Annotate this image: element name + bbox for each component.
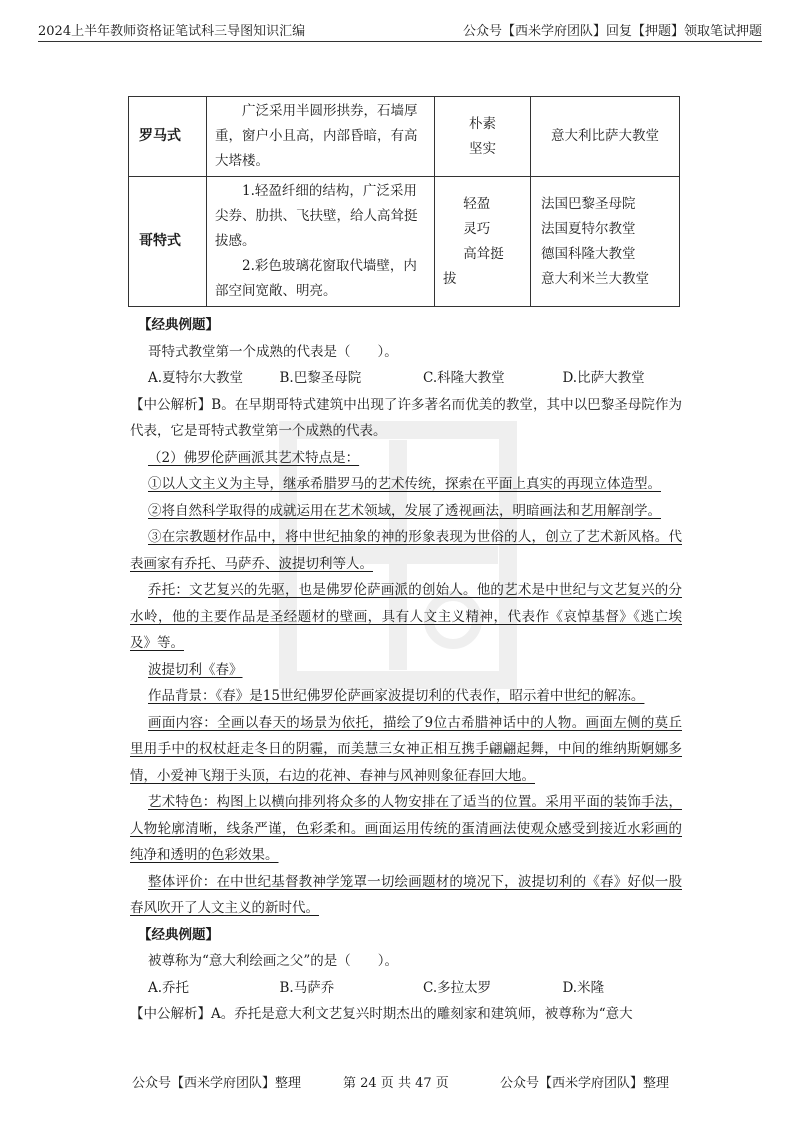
example-heading: 【经典例题】 <box>138 317 219 333</box>
page-header <box>38 14 762 42</box>
header-promo: 公众号【西米学府团队】回复【押题】领取笔试押题 <box>462 24 762 39</box>
page-number: 第 24 页 共 47 页 <box>343 1076 449 1091</box>
style-examples: 法国巴黎圣母院 法国夏特尔教堂 德国科隆大教堂 意大利米兰大教堂 <box>531 177 680 307</box>
example-analysis: 【中公解析】B。在早期哥特式建筑中出现了许多著名而优美的教堂，其中以巴黎圣母院作为代表，它是哥特式教堂第一个成熟的代表。 <box>130 396 682 439</box>
spring-title: 波提切利《春》 <box>148 661 243 678</box>
feature-point-2: ②将自然科学取得的成就运用在艺术领域，发展了透视画法，明暗画法和艺用解剖学。 <box>148 502 661 519</box>
example-analysis: 【中公解析】A。乔托是意大利文艺复兴时期杰出的雕刻家和建筑师，被尊称为“意大 <box>130 1006 633 1022</box>
example-question: 被尊称为“意大利绘画之父”的是（ ）。 <box>148 953 399 969</box>
style-examples: 意大利比萨大教堂 <box>531 97 680 177</box>
spring-evaluation: 整体评价：在中世纪基督教神学笼罩一切绘画题材的境况下，波提切利的《春》好似一股春风吹开了人文主义的新时代。 <box>130 873 682 916</box>
option-a: A.乔托 <box>148 979 190 996</box>
example-question: 哥特式教堂第一个成熟的代表是（ ）。 <box>148 343 398 360</box>
option-b: B.马萨乔 <box>279 979 335 996</box>
architecture-table <box>128 96 680 307</box>
option-b: B.巴黎圣母院 <box>279 370 362 386</box>
style-character: 轻盈 灵巧 高耸挺 拔 <box>435 177 531 307</box>
footer-right: 公众号【西米学府团队】整理 <box>500 1076 670 1091</box>
section-title: （2）佛罗伦萨画派其艺术特点是： <box>148 449 360 466</box>
option-c: C.科隆大教堂 <box>422 370 505 386</box>
main-content <box>130 312 682 1028</box>
style-name: 罗马式 <box>129 97 207 177</box>
example-heading: 【经典例题】 <box>138 926 219 943</box>
table-row-gothic <box>129 177 680 307</box>
spring-content: 画面内容：全画以春天的场景为依托，描绘了9位古希腊神话中的人物。画面左侧的莫丘里用手中的权杖赶走冬日的阴霾，而美慧三女神正相互携手翩翩起舞，中间的维纳斯婀娜多情，小爱神飞翔于头顶，右边的花神、春神与风神则象征春回大地。 <box>130 714 682 784</box>
giotto-paragraph: 乔托：文艺复兴的先驱，也是佛罗伦萨画派的创始人。他的艺术是中世纪与文艺复兴的分水岭，他的主要作品是圣经题材的壁画，具有人文主义精神，代表作《哀悼基督》《逃亡埃及》等。 <box>130 582 682 651</box>
option-c: C.多拉太罗 <box>422 979 492 996</box>
spring-background: 作品背景：《春》是15世纪佛罗伦萨画家波提切利的代表作，昭示着中世纪的解冻。 <box>148 688 645 704</box>
table-row-romanesque <box>129 97 680 177</box>
style-name: 哥特式 <box>129 177 207 307</box>
style-character: 朴素 坚实 <box>435 97 531 177</box>
feature-point-3: ③在宗教题材作品中，将中世纪抽象的神的形象表现为世俗的人，创立了艺术新风格。代表画家有乔托、马萨乔、波提切利等人。 <box>130 529 682 572</box>
example-options <box>130 365 682 392</box>
style-features: 广泛采用半圆形拱券，石墙厚重，窗户小且高，内部昏暗，有高大塔楼。 <box>207 97 435 177</box>
feature-point-1: ①以人文主义为主导，继承希腊罗马的艺术传统，探索在平面上真实的再现立体造型。 <box>148 476 661 492</box>
option-d: D.比萨大教堂 <box>562 370 645 386</box>
header-title: 2024上半年教师资格证笔试科三导图知识汇编 <box>38 24 306 39</box>
example-options <box>130 975 682 1002</box>
style-features: 1.轻盈纤细的结构，广泛采用尖券、肋拱、飞扶壁，给人高耸挺拔感。 2.彩色玻璃花窗取代墙壁，内部空间宽敞、明亮。 <box>207 177 435 307</box>
footer-left: 公众号【西米学府团队】整理 <box>132 1076 302 1091</box>
option-a: A.夏特尔大教堂 <box>148 370 244 386</box>
spring-features: 艺术特色：构图上以横向排列将众多的人物安排在了适当的位置。采用平面的装饰手法，人物轮廓清晰，线条严谨，色彩柔和。画面运用传统的蛋清画法使观众感受到接近水彩画的纯净和透明的色彩效果。 <box>130 794 682 863</box>
option-d: D.米隆 <box>562 979 605 996</box>
